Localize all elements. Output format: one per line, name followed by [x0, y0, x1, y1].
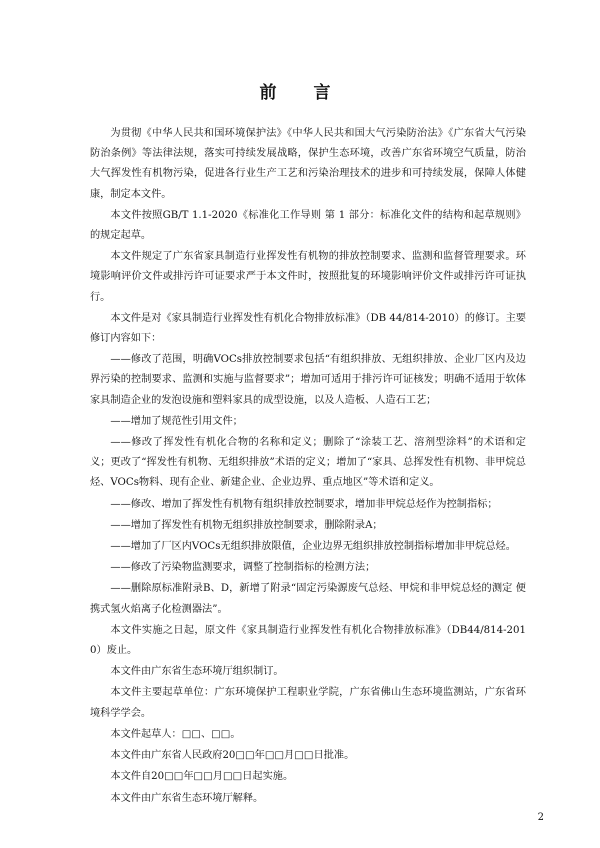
revision-item-scope: ——修改了范围，明确VOCs排放控制要求包括“有组织排放、无组织排放、企业厂区内及边界污染的控制要求、监测和实施与监督要求”；增加可适用于排污许可证核发；明确不适用于软体家具制造企业的发泡设施和塑料家具的成型设施，以及人造板、人造石工艺；	[90, 354, 526, 406]
paragraph-drafters: 本文件起草人：□□、□□。	[110, 728, 241, 740]
revision-item-fugitive-emission: ——增加了挥发性有机物无组织排放控制要求，删除附录A；	[110, 519, 383, 531]
revision-item-organized-emission: ——修改、增加了挥发性有机物有组织排放控制要求，增加非甲烷总烃作为控制指标；	[110, 498, 498, 510]
paragraph-revision-intro: 本文件是对《家具制造行业挥发性有机化合物排放标准》（DB 44/814-2010）的修订。主要修订内容如下：	[90, 312, 526, 345]
paragraph-effective-date: 本文件自20□□年□□月□□日起实施。	[110, 771, 294, 783]
revision-item-plant-limits: ——增加了厂区内VOCs无组织排放限值，企业边界无组织排放控制指标增加非甲烷总烃。	[110, 541, 516, 553]
revision-item-appendix: ——删除原标准附录B、D，新增了附录“固定污染源废气总烃、甲烷和非甲烷总烃的测定 便携式氢火焰离子化检测器法”。	[90, 583, 526, 615]
paragraph-drafting-rules: 本文件按照GB/T 1.1-2020《标准化工作导则 第 1 部分：标准化文件的结构和起草规则》的规定起草。	[90, 209, 526, 242]
revision-item-terms: ——修改了挥发性有机化合物的名称和定义；删除了“涂装工艺、溶剂型涂料”的术语和定义；更改了“挥发性有机物、无组织排放”术语的定义；增加了“家具、总挥发性有机物、非甲烷总烃、VOCs物料、现有企业、新建企业、企业边界、重点地区”等术语和定义。	[90, 437, 526, 489]
paragraph-drafting-units: 本文件主要起草单位：广东环境保护工程职业学院，广东省佛山生态环境监测站，广东省环境科学学会。	[90, 687, 526, 719]
paragraph-organizer: 本文件由广东省生态环境厅组织制订。	[110, 666, 284, 678]
paragraph-purpose: 为贯彻《中华人民共和国环境保护法》《中华人民共和国大气污染防治法》《广东省大气污染防治条例》等法律法规，落实可持续发展战略，保护生态环境，改善广东省环境空气质量，防治大气挥发性有机物污染，促进各行业生产工艺和污染治理技术的进步和可持续发展，保障人体健康，制定本文件。	[90, 128, 526, 200]
revision-item-references: ——增加了规范性引用文件；	[110, 415, 243, 427]
paragraph-interpretation: 本文件由广东省生态环境厅解释。	[110, 792, 264, 804]
paragraph-scope: 本文件规定了广东省家具制造行业挥发性有机物的排放控制要求、监测和监督管理要求。环境影响评价文件或排污许可证要求严于本文件时，按照批复的环境影响评价文件或排污许可证执行。	[90, 251, 526, 303]
paragraph-approval: 本文件由广东省人民政府20□□年□□月□□日批准。	[110, 750, 355, 762]
revision-item-monitoring: ——修改了污染物监测要求，调整了控制指标的检测方法；	[110, 562, 376, 574]
page-number: 2	[537, 812, 544, 823]
foreword-body	[90, 124, 526, 810]
page-title: 前 言	[259, 83, 341, 103]
paragraph-supersedes: 本文件实施之日起，原文件《家具制造行业挥发性有机化合物排放标准》（DB44/814-2010）废止。	[90, 624, 526, 657]
